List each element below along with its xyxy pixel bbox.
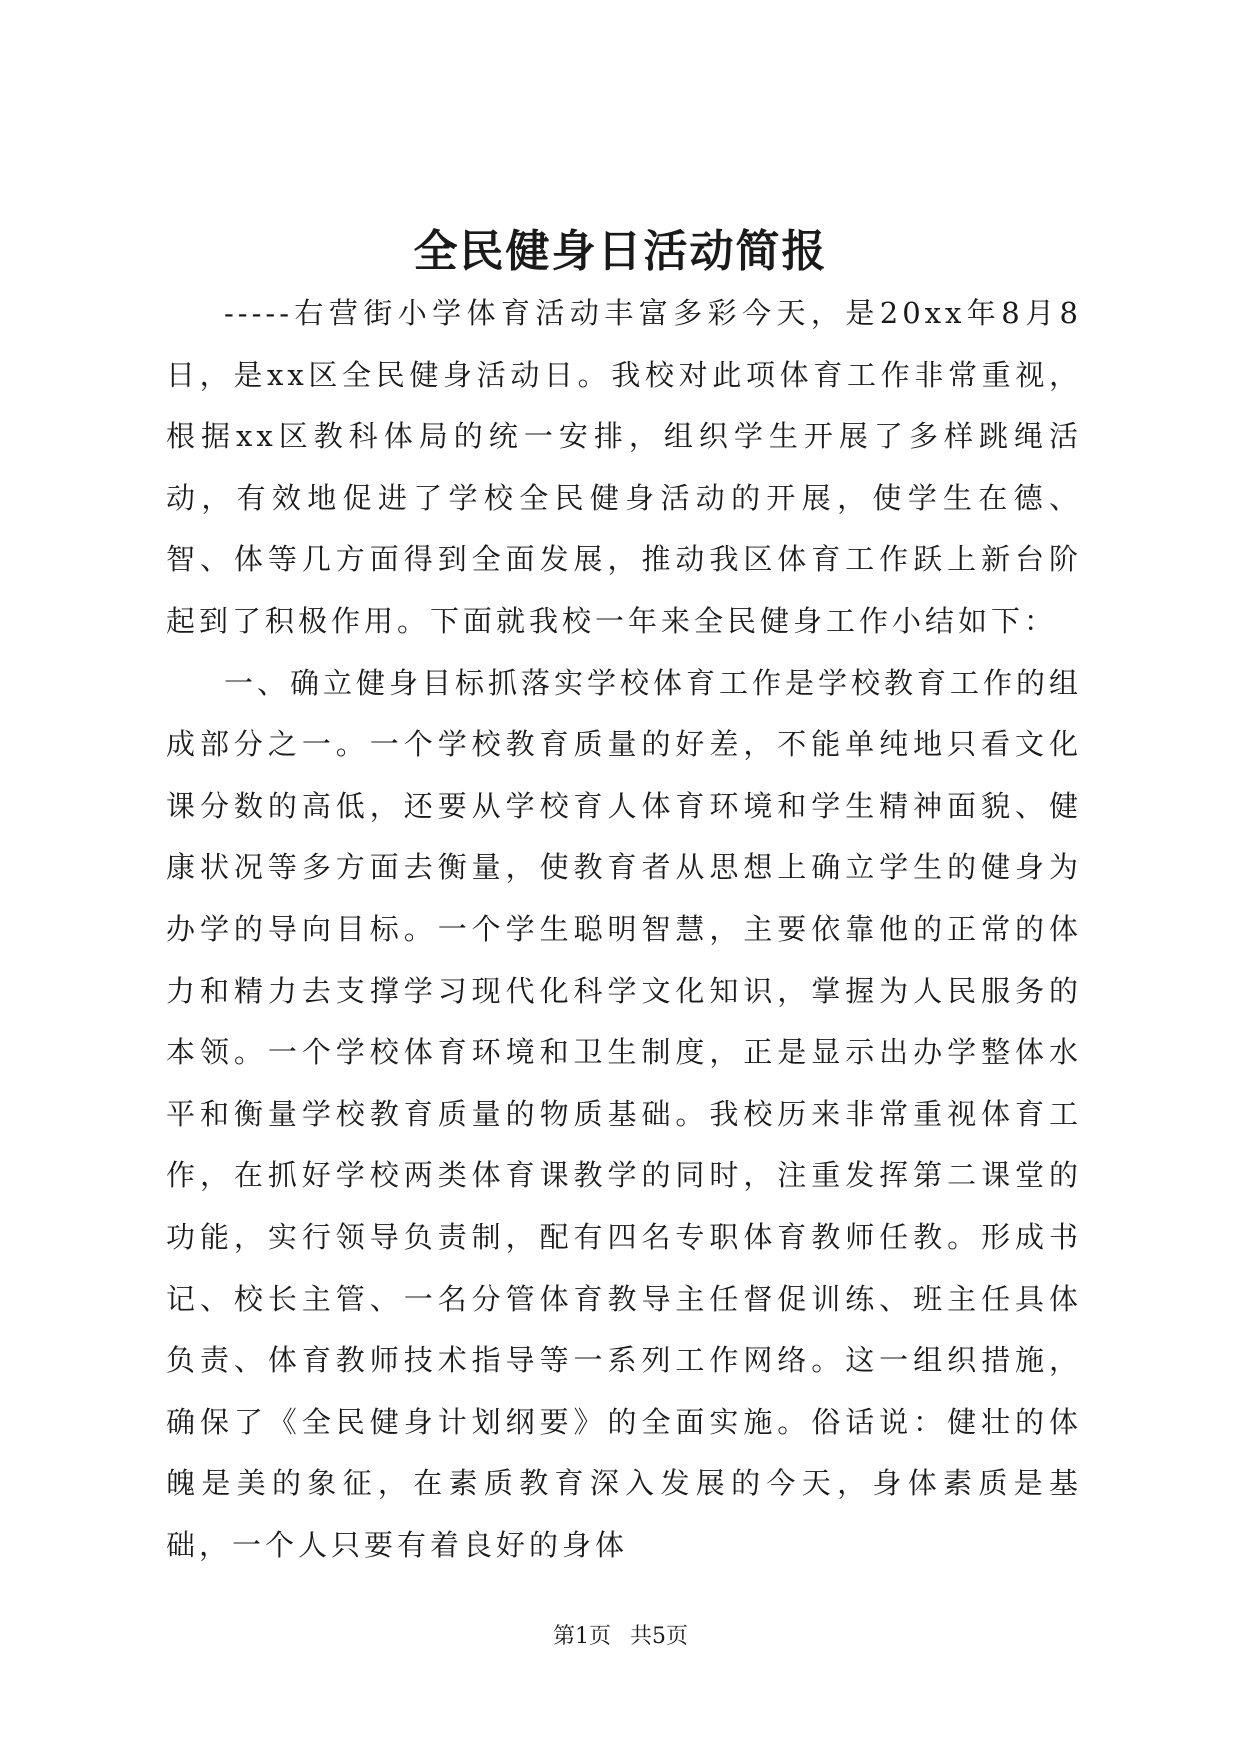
page-number: 第1页 [553, 1624, 611, 1649]
document-body [166, 283, 1082, 1576]
document-title: 全民健身日活动简报 [413, 226, 828, 277]
page-footer [0, 1622, 1241, 1652]
paragraph-intro: -----右营街小学体育活动丰富多彩今天，是20xx年8月8日，是xx区全民健身活动日。我校对此项体育工作非常重视，根据xx区教科体局的统一安排，组织学生开展了多样跳绳活动，有效地促进了学校全民健身活动的开展，使学生在德、智、体等几方面得到全面发展，推动我区体育工作跃上新台阶起到了积极作用。下面就我校一年来全民健身工作小结如下： [166, 296, 1082, 638]
page-total: 共5页 [630, 1624, 688, 1649]
paragraph-section-1: 一、确立健身目标抓落实学校体育工作是学校教育工作的组成部分之一。一个学校教育质量的好差，不能单纯地只看文化课分数的高低，还要从学校育人体育环境和学生精神面貌、健康状况等多方面去衡量，使教育者从思想上确立学生的健身为办学的导向目标。一个学生聪明智慧，主要依靠他的正常的体力和精力去支撑学习现代化科学文化知识，掌握为人民服务的本领。一个学校体育环境和卫生制度，正是显示出办学整体水平和衡量学校教育质量的物质基础。我校历来非常重视体育工作，在抓好学校两类体育课教学的同时，注重发挥第二课堂的功能，实行领导负责制，配有四名专职体育教师任教。形成书记、校长主管、一名分管体育教导主任督促训练、班主任具体负责、体育教师技术指导等一系列工作网络。这一组织措施，确保了《全民健身计划纲要》的全面实施。俗话说：健壮的体魄是美的象征，在素质教育深入发展的今天，身体素质是基础，一个人只要有着良好的身体 [166, 665, 1083, 1562]
